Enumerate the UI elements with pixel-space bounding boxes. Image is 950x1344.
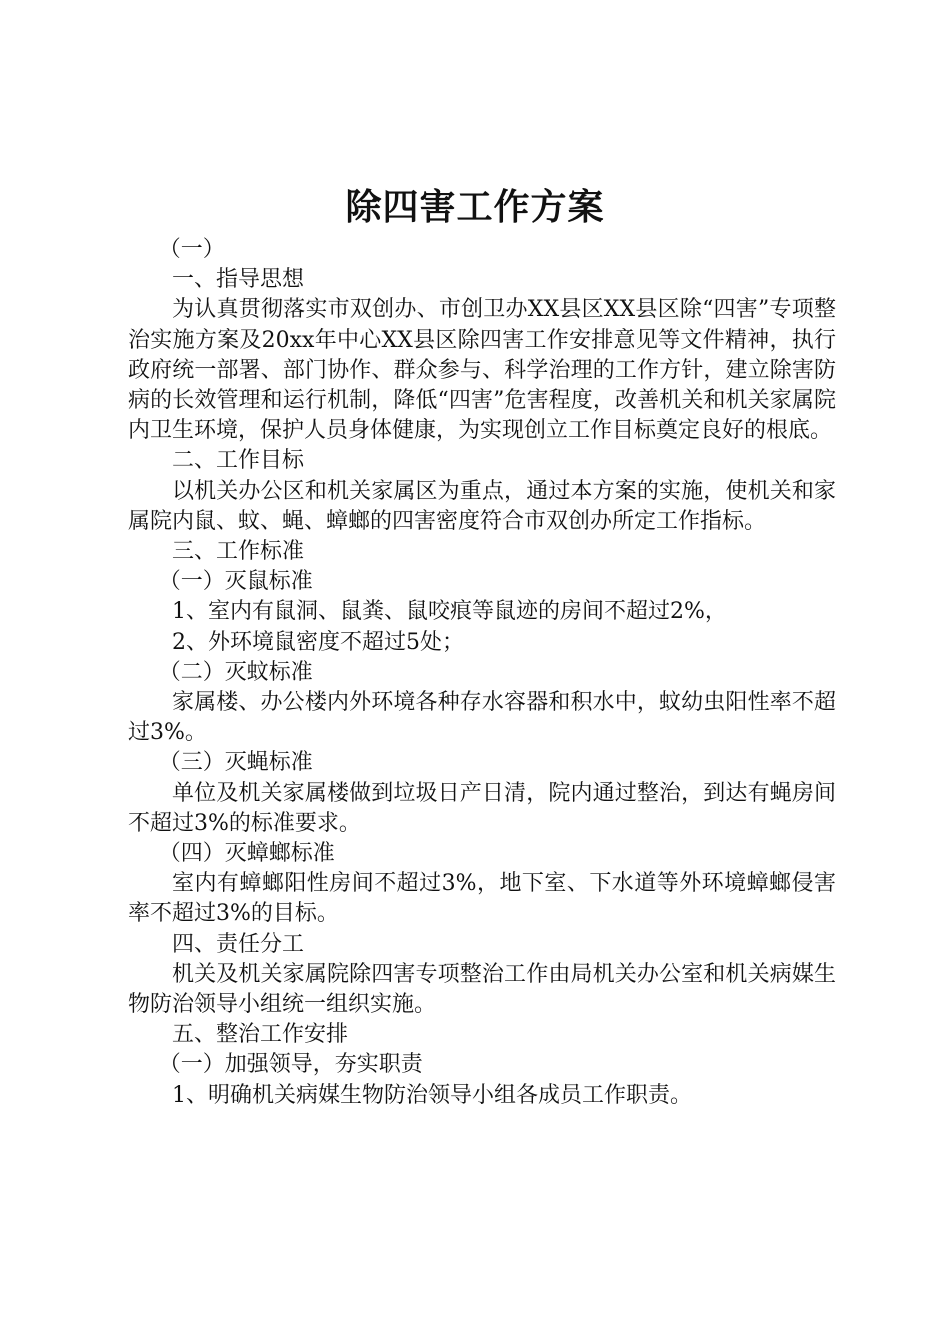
page-title: 除四害工作方案 [345,187,605,228]
heading-responsibility: 四、责任分工 [172,931,305,957]
paragraph-fly-standard: 单位及机关家属楼做到垃圾日产日清，院内通过整治，到达有蝇房间不超过3%的标准要求。 [128,780,836,836]
heading-work-standards: 三、工作标准 [172,539,305,565]
list-item: 2、外环境鼠密度不超过5处； [172,629,464,655]
heading-guiding-ideology: 一、指导思想 [172,267,305,293]
paragraph-work-goals: 以机关办公区和机关家属区为重点，通过本方案的实施，使机关和家属院内鼠、蚊、蝇、蟑螂的四害密度符合市双创办所定工作指标。 [128,478,836,534]
heading-work-goals: 二、工作目标 [172,448,305,474]
subheading-cockroach-standard: （四）灭蟑螂标准 [158,841,335,867]
subheading-fly-standard: （三）灭蝇标准 [158,750,313,776]
subheading-rodent-standard: （一）灭鼠标准 [158,569,313,595]
heading-work-arrangement: 五、整治工作安排 [172,1022,349,1048]
subheading-mosquito-standard: （二）灭蚊标准 [158,659,313,685]
paragraph-responsibility: 机关及机关家属院除四害专项整治工作由局机关办公室和机关病媒生物防治领导小组统一组织实施。 [128,961,836,1018]
subheading-leadership: （一）加强领导，夯实职责 [158,1052,423,1078]
list-item: 1、明确机关病媒生物防治领导小组各成员工作职责。 [172,1082,692,1108]
document-body [128,235,836,1111]
paragraph-guiding-ideology: 为认真贯彻落实市双创办、市创卫办XX县区XX县区除“四害”专项整治实施方案及20xx年中心XX县区除四害工作安排意见等文件精神，执行政府统一部署、部门协作、群众参与、科学治理的工作方针，建立除害防病的长效管理和运行机制，降低“四害”危害程度，改善机关和机关家属院内卫生环境，保护人员身体健康，为实现创立工作目标奠定良好的根底。 [128,297,836,444]
section-number: （一） [158,237,225,262]
list-item: 1、室内有鼠洞、鼠粪、鼠咬痕等鼠迹的房间不超过2%， [172,599,727,625]
paragraph-cockroach-standard: 室内有蟑螂阳性房间不超过3%，地下室、下水道等外环境蟑螂侵害率不超过3%的目标。 [128,871,836,927]
paragraph-mosquito-standard: 家属楼、办公楼内外环境各种存水容器和积水中，蚊幼虫阳性率不超过3%。 [128,690,836,746]
